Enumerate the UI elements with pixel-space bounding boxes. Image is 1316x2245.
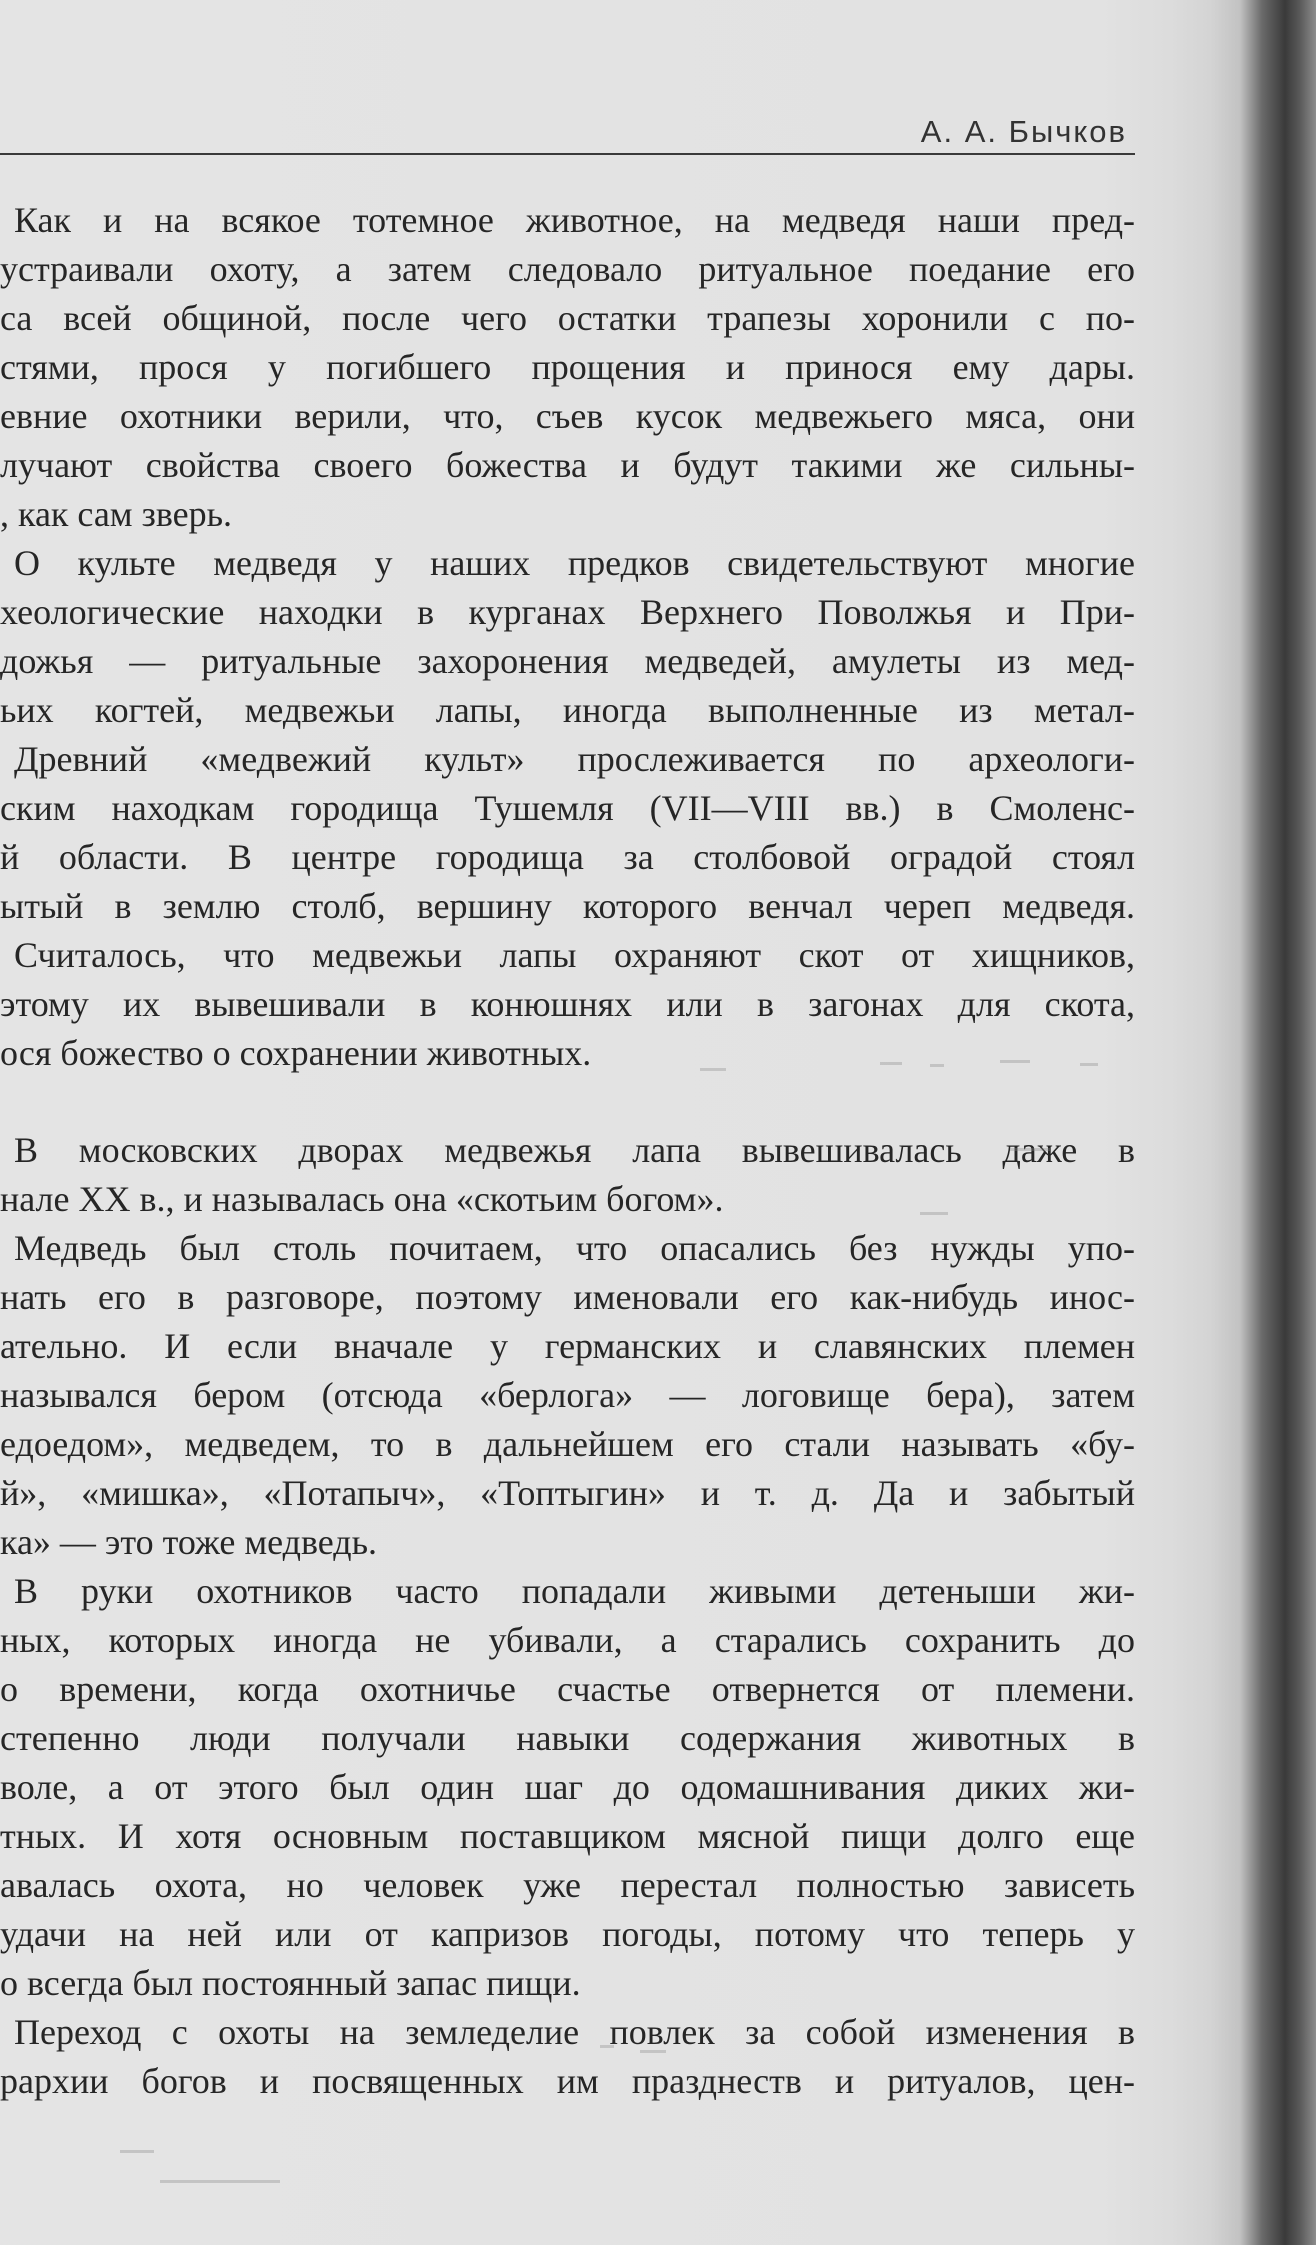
text-line: дожья — ритуальные захоронения медведей, амулеты из мед- xyxy=(0,641,1135,681)
body-text xyxy=(0,196,1135,2196)
text-line: лучают свойства своего божества и будут такими же сильны- xyxy=(0,445,1135,485)
text-line: о времени, когда охотничье счастье отвернется от племени. xyxy=(0,1669,1135,1709)
running-head-author: А. А. Бычков xyxy=(920,114,1127,149)
text-line: В московских дворах медвежья лапа вывешивалась даже в xyxy=(14,1130,1135,1170)
text-line: Считалось, что медвежьи лапы охраняют скот от хищников, xyxy=(14,935,1135,975)
text-line: удачи на ней или от капризов погоды, потому что теперь у xyxy=(0,1914,1135,1954)
text-line: тных. И хотя основным поставщиком мясной пищи долго еще xyxy=(0,1816,1135,1856)
paragraph xyxy=(0,931,1135,1078)
paragraph xyxy=(0,196,1135,539)
text-line: ательно. И если вначале у германских и славянских племен xyxy=(0,1326,1135,1366)
text-line: ных, которых иногда не убивали, а старались сохранить до xyxy=(0,1620,1135,1660)
text-line: , как сам зверь. xyxy=(0,494,232,534)
text-line: Медведь был столь почитаем, что опасались без нужды упо- xyxy=(14,1228,1135,1268)
text-line: хеологические находки в курганах Верхнего Поволжья и При- xyxy=(0,592,1135,632)
text-line: нать его в разговоре, поэтому именовали его как-нибудь инос- xyxy=(0,1277,1135,1317)
text-line: назывался бером (отсюда «берлога» — логовище бера), затем xyxy=(0,1375,1135,1415)
text-line: ским находкам городища Тушемля (VII—VIII вв.) в Смоленс- xyxy=(0,788,1135,828)
paragraph xyxy=(0,2008,1135,2106)
text-line: Древний «медвежий культ» прослеживается по археологи- xyxy=(14,739,1135,779)
text-line: й», «мишка», «Потапыч», «Топтыгин» и т. д. Да и забытый xyxy=(0,1473,1135,1513)
paragraph-gap xyxy=(0,1078,1135,1126)
text-line: О культе медведя у наших предков свидетельствуют многие xyxy=(14,543,1135,583)
text-line: степенно люди получали навыки содержания животных в xyxy=(0,1718,1135,1758)
text-line: евние охотники верили, что, съев кусок медвежьего мяса, они xyxy=(0,396,1135,436)
text-line: Как и на всякое тотемное животное, на медведя наши пред- xyxy=(14,200,1135,240)
text-line: воле, а от этого был один шаг до одомашнивания диких жи- xyxy=(0,1767,1135,1807)
text-line: авалась охота, но человек уже перестал полностью зависеть xyxy=(0,1865,1135,1905)
paragraph xyxy=(0,1224,1135,1567)
paragraph xyxy=(0,539,1135,931)
text-line: ка» — это тоже медведь. xyxy=(0,1522,377,1562)
text-line: В руки охотников часто попадали живыми детеныши жи- xyxy=(14,1571,1135,1611)
text-line: рархии богов и посвященных им празднеств и ритуалов, цен- xyxy=(0,2061,1135,2101)
text-line: ьих когтей, медвежьи лапы, иногда выполненные из метал- xyxy=(0,690,1135,730)
text-line: этому их вывешивали в конюшнях или в загонах для скота, xyxy=(0,984,1135,1024)
paragraph xyxy=(0,1126,1135,1224)
text-line: ытый в землю столб, вершину которого венчал череп медведя. xyxy=(0,886,1135,926)
text-line: нале XX в., и называлась она «скотьим богом». xyxy=(0,1179,724,1219)
text-line: Переход с охоты на земледелие повлек за собой изменения в xyxy=(14,2012,1135,2052)
text-line: о всегда был постоянный запас пищи. xyxy=(0,1963,581,2003)
paragraph xyxy=(0,1567,1135,2008)
text-line: стями, прося у погибшего прощения и принося ему дары. xyxy=(0,347,1135,387)
text-line: устраивали охоту, а затем следовало ритуальное поедание его xyxy=(0,249,1135,289)
page-header xyxy=(0,108,1135,155)
text-line: са всей общиной, после чего остатки трапезы хоронили с по- xyxy=(0,298,1135,338)
text-line: едоедом», медведем, то в дальнейшем его стали называть «бу- xyxy=(0,1424,1135,1464)
text-line: й области. В центре городища за столбовой оградой стоял xyxy=(0,837,1135,877)
text-line: ося божество о сохранении животных. xyxy=(0,1033,592,1073)
